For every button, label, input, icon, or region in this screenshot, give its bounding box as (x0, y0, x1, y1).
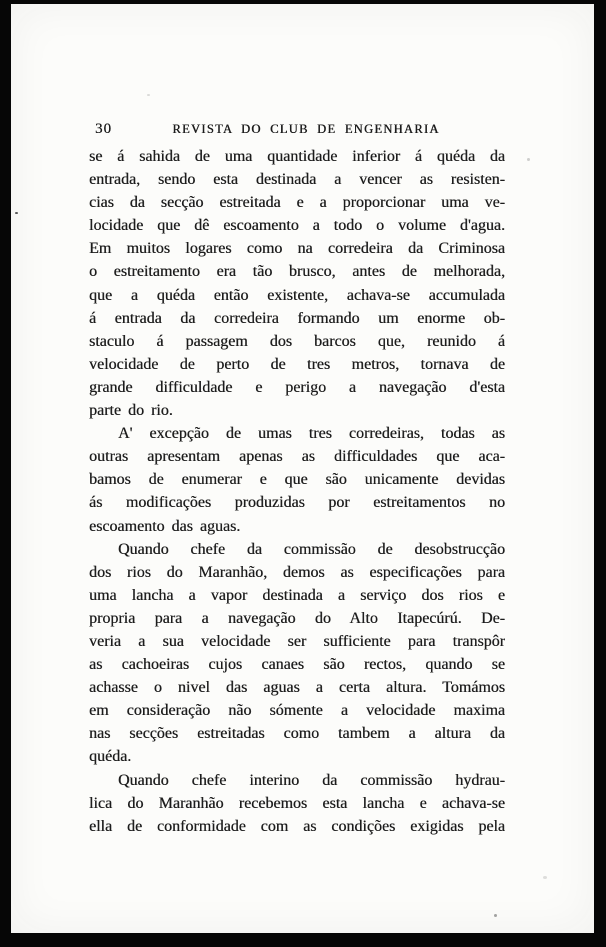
text-line: Quando chefe da commissão de desobstrucção (118, 540, 505, 558)
scan-speck (15, 212, 18, 214)
text-line: escoamento das aguas. (89, 517, 241, 535)
text-line: locidade que dê escoamento a todo o volume d'agua. (89, 217, 505, 235)
scan-speck (147, 94, 150, 96)
text-line: entrada, sendo esta destinada a vencer as resisten- (89, 171, 505, 189)
text-line: o estreitamento era tão brusco, antes de melhorada, (89, 263, 505, 281)
text-line: em consideração não sómente a velocidade maxima (89, 702, 505, 720)
text-line: Em muitos logares como na corredeira da Criminosa (89, 240, 505, 258)
text-line: quéda. (89, 748, 132, 766)
text-line: outras apresentam apenas as difficuldades que aca- (89, 448, 505, 466)
text-line: as cachoeiras cujos canaes são rectos, quando se (89, 656, 505, 674)
text-line: grande difficuldade e perigo a navegação d'esta (89, 378, 505, 396)
text-line: que a quéda então existente, achava-se accumulada (89, 286, 505, 304)
text-line: se á sahida de uma quantidade inferior á quéda da (89, 148, 505, 165)
body-text (89, 145, 505, 838)
text-line: cias da secção estreitada e a proporcionar uma ve- (89, 194, 505, 212)
text-line: velocidade de perto de tres metros, tornava de (89, 355, 505, 373)
text-line: ás modificações produzidas por estreitamentos no (89, 494, 505, 512)
text-line: propria para a navegação do Alto Itapecúrú. De- (89, 609, 505, 627)
journal-header-title: REVISTA DO CLUB DE ENGENHARIA (172, 122, 440, 136)
text-line: nas secções estreitadas como tambem a altura da (89, 725, 505, 743)
text-line: uma lancha a vapor destinada a serviço dos rios e (89, 586, 505, 604)
page (11, 4, 594, 933)
scan-speck (494, 914, 497, 917)
text-line: ella de conformidade com as condições exigidas pela (89, 817, 505, 835)
text-line: achasse o nivel das aguas a certa altura. Tomámos (89, 679, 505, 697)
text-line: veria a sua velocidade ser sufficiente para transpôr (89, 632, 505, 650)
text-line: dos rios do Maranhão, demos as especificações para (89, 563, 505, 581)
text-line: á entrada da corredeira formando um enorme ob- (89, 309, 505, 327)
scan-speck (527, 158, 530, 161)
page-number: 30 (95, 121, 112, 137)
text-line: staculo á passagem dos barcos que, reunido á (89, 332, 505, 350)
text-line: Quando chefe interino da commissão hydrau- (118, 771, 505, 789)
text-line: parte do rio. (89, 402, 173, 420)
text-line: bamos de enumerar e que são unicamente devidas (89, 471, 505, 489)
text-line: A' excepção de umas tres corredeiras, todas as (118, 425, 505, 443)
running-header (89, 120, 505, 142)
text-line: lica do Maranhão recebemos esta lancha e achava-se (89, 794, 505, 812)
scan-speck (543, 876, 547, 879)
